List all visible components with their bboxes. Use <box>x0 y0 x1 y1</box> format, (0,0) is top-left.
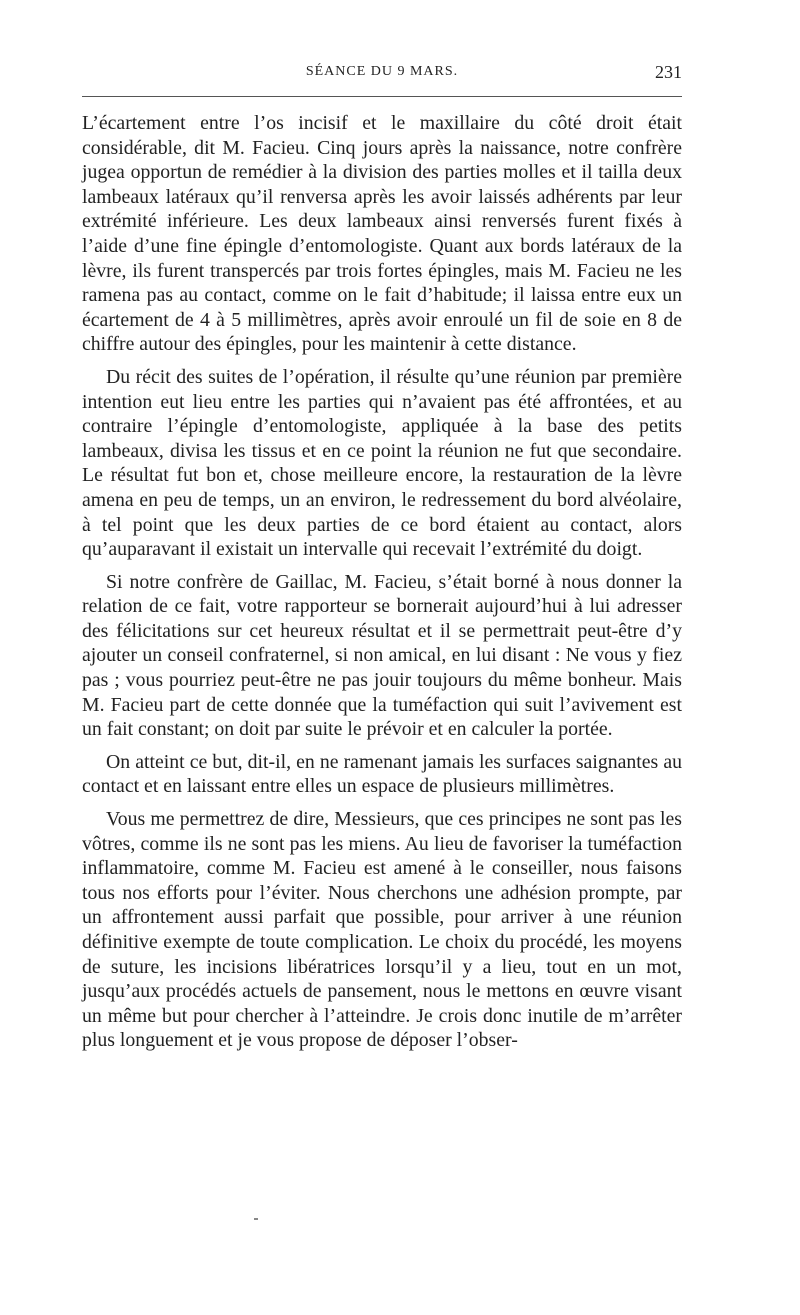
paragraph-1: L’écartement entre l’os incisif et le maxillaire du côté droit était considérable, dit M. Facieu. Cinq jours après la naissance, notre confrère jugea opportun de remédier à la division des parties molles et il tailla deux lambeaux latéraux qu’il renversa après les avoir laissés adhérents par leur extrémité inférieure. Les deux lambeaux ainsi renversés furent fixés à l’aide d’une fine épingle d’entomologiste. Quant aux bords latéraux de la lèvre, ils furent transpercés par trois fortes épingles, mais M. Facieu ne les ramena pas au contact, comme on le fait d’habitude; il laissa entre eux un écartement de 4 à 5 millimètres, après avoir enroulé un fil de soie en 8 de chiffre autour des épingles, pour les maintenir à cette distance. <box>82 112 682 356</box>
paragraph-2: Du récit des suites de l’opération, il résulte qu’une réunion par première intention eut lieu entre les parties qui n’avaient pas été affrontées, et au contraire l’épingle d’entomologiste, appliquée à la base des petits lambeaux, divisa les tissus et en ce point la réunion ne fut que secondaire. Le résultat fut bon et, chose meilleure encore, la restauration de la lèvre amena en peu de temps, un an environ, le redressement du bord alvéolaire, à tel point que les deux parties de ce bord étaient au contact, alors qu’auparavant il existait un intervalle qui recevait l’extrémité du doigt. <box>82 365 682 561</box>
book-page <box>82 58 682 1061</box>
paragraph-5: Vous me permettrez de dire, Messieurs, que ces principes ne sont pas les vôtres, comme ils ne sont pas les miens. Au lieu de favoriser la tuméfaction inflammatoire, comme M. Facieu est amené à le conseiller, nous faisons tous nos efforts pour l’éviter. Nous cherchons une adhésion prompte, par un affrontement aussi parfait que possible, pour arriver à une réunion définitive exempte de toute complication. Le choix du procédé, les moyens de suture, les incisions libératrices lorsqu’il y a lieu, tout en un mot, jusqu’aux procédés actuels de pansement, nous le mettons en œuvre visant un même but pour chercher à l’atteindre. Je crois donc inutile de m’arrêter plus longuement et je vous propose de déposer l’obser- <box>82 808 682 1052</box>
page-number: 231 <box>655 62 682 82</box>
text-body <box>82 111 682 1053</box>
paragraph-3: Si notre confrère de Gaillac, M. Facieu, s’était borné à nous donner la relation de ce fait, votre rapporteur se bornerait aujourd’hui à lui adresser des félicitations sur cet heureux résultat et il se permettrait peut-être d’y ajouter un conseil confraternel, si non amical, en lui disant : Ne vous y fiez pas ; vous pourriez peut-être ne pas jouir toujours du même bonheur. Mais M. Facieu part de cette donnée que la tuméfaction qui suit l’avivement est un fait constant; on doit par suite le prévoir et en calculer la portée. <box>82 570 682 741</box>
print-mark <box>254 1218 258 1220</box>
running-title: SÉANCE DU 9 MARS. <box>305 64 459 79</box>
paragraph-4: On atteint ce but, dit-il, en ne ramenant jamais les surfaces saignantes au contact et en laissant entre elles un espace de plusieurs millimètres. <box>82 750 682 798</box>
header-rule <box>82 96 682 97</box>
running-header <box>82 58 682 88</box>
